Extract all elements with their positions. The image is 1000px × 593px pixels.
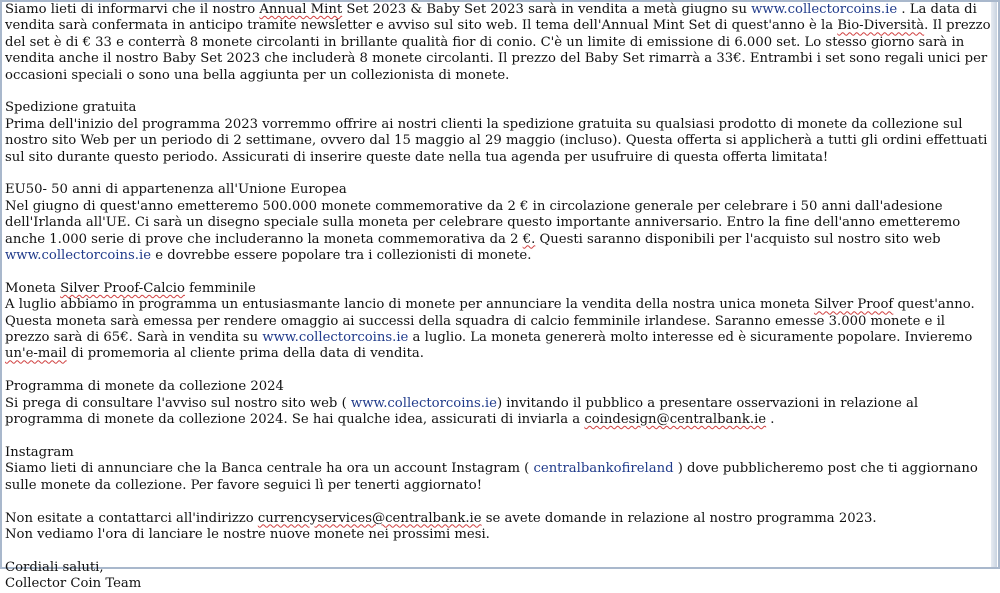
silver-paragraph: [5, 297, 992, 363]
intro-mint-name: Annual Mint: [259, 2, 343, 17]
greeting: Cordiali saluti,: [5, 559, 104, 575]
shipping-heading: Spedizione gratuita: [5, 100, 137, 116]
eu50-text: Nel giugno di quest'anno emetteremo 500.000 monete commemorative da 2 € in circolazione generale per celebrare i 50 anni dall'adesione dell'Irlanda all'UE. Ci sarà un disegno speciale sulla moneta per celebrare questo importante anniversario. Entro la fine dell'anno emetteremo anche 1.000 serie di prove che includeranno la moneta commemorativa da 2: [5, 198, 961, 247]
collectorcoins-link[interactable]: www.collectorcoins.ie: [5, 248, 152, 264]
instagram-paragraph: [5, 461, 992, 494]
instagram-text: Siamo lieti di annunciare che la Banca centrale ha ora un account Instagram (: [5, 461, 534, 477]
collectorcoins-link[interactable]: www.collectorcoins.ie: [262, 330, 409, 346]
eu50-paragraph: [5, 199, 992, 265]
coindesign-email[interactable]: coindesign@centralbank.ie: [584, 412, 767, 428]
silver-heading-proof: Silver Proof-Calcio: [60, 280, 185, 296]
collectorcoins-link[interactable]: www.collectorcoins.ie: [751, 2, 898, 17]
contact-closing-line: Non vediamo l'ora di lanciare le nostre nuove monete nei prossimi mesi.: [5, 526, 490, 542]
instagram-heading: Instagram: [5, 444, 74, 460]
shipping-paragraph: Prima dell'inizio del programma 2023 vorremmo offrire ai nostri clienti la spedizione gratuita su qualsiasi prodotto di monete da collezione sul nostro sito Web per un periodo di 2 settimane, ovvero dal 15 maggio al 29 maggio (incluso). Questa offerta si applicherà a tutti gli ordini effettuati sul sito durante questo periodo. Assicurati di inserire queste date nella tua agenda per usufruire di questa offerta limitata!: [5, 116, 988, 165]
currencyservices-email[interactable]: currencyservices@centralbank.ie: [257, 510, 482, 526]
program2024-text: ) invitando il pubblico a presentare osservazioni in relazione al programma di monete da collezione 2024. Se hai qualche idea, assicurati di inviarla a: [5, 395, 919, 428]
silver-text: quest'anno. Questa moneta sarà emessa per rendere omaggio ai successi della squadra di calcio femminile irlandese. Saranno emesse 3.000 monete e il prezzo sarà di 65€. Sarà in vendita su: [5, 297, 975, 346]
eu50-heading: EU50- 50 anni di appartenenza all'Unione Europea: [5, 182, 347, 198]
email-body: [5, 2, 992, 593]
instagram-text: ) dove pubblicheremo post che ti aggiornano sulle monete da collezione. Per favore seguici lì per tenerti aggiornato!: [5, 461, 978, 493]
silver-text: di promemoria al cliente prima della data di vendita.: [66, 346, 424, 362]
contact-paragraph: [5, 511, 992, 527]
instagram-handle[interactable]: centralbankofireland: [533, 461, 674, 477]
silver-heading-text: femminile: [184, 280, 256, 296]
intro-paragraph: [5, 2, 992, 84]
contact-text: se avete domande in relazione al nostro programma 2023.: [481, 510, 877, 526]
program2024-heading: Programma di monete da collezione 2024: [5, 379, 284, 395]
silver-heading: [5, 281, 992, 297]
signature: Collector Coin Team: [5, 576, 142, 592]
intro-text: Set 2023 & Baby Set 2023 sarà in vendita a metà giugno su: [342, 2, 752, 17]
contact-text: Non esitate a contattarci all'indirizzo: [5, 510, 258, 526]
silver-email-word: un'e-mail: [5, 346, 67, 362]
program2024-paragraph: [5, 396, 992, 429]
intro-text: . Il prezzo del set è di € 33 e conterrà 8 monete circolanti in brillante qualità fior di conio. C'è un limite di emissione di 6.000 set. Lo stesso giorno sarà in vendita anche il nostro Baby Set 2023 che includerà 8 monete circolanti. Il prezzo del Baby Set rimarrà a 33€. Entrambi i set sono regali unici per occasioni speciali o sono una bella aggiunta per un collezionista di monete.: [5, 18, 991, 83]
eu50-text: e dovrebbe essere popolare tra i collezionisti di monete.: [151, 248, 532, 264]
intro-text: Siamo lieti di informarvi che il nostro: [5, 2, 260, 17]
intro-theme: Bio-Diversità: [837, 18, 925, 34]
program2024-text: Si prega di consultare l'avviso sul nostro sito web (: [5, 395, 351, 411]
silver-text: A luglio abbiamo in programma un entusiasmante lancio di monete per annunciare la vendita della nostra unica moneta: [5, 297, 815, 313]
program2024-text: .: [766, 412, 775, 428]
intro-text: . La data di vendita sarà confermata in anticipo tramite newsletter e avviso sul sito web. Il tema dell'Annual Mint Set di quest'anno è la: [5, 2, 977, 34]
eu50-text: Questi saranno disponibili per l'acquisto sul nostro sito web: [535, 231, 941, 247]
silver-text: a luglio. La moneta genererà molto interesse ed è sicuramente popolare. Invieremo: [408, 330, 973, 346]
silver-heading-text: Moneta: [5, 280, 61, 296]
silver-proof-term: Silver Proof: [814, 297, 894, 313]
collectorcoins-link[interactable]: www.collectorcoins.ie: [350, 395, 497, 411]
eu50-euro-mark: €.: [522, 231, 536, 247]
